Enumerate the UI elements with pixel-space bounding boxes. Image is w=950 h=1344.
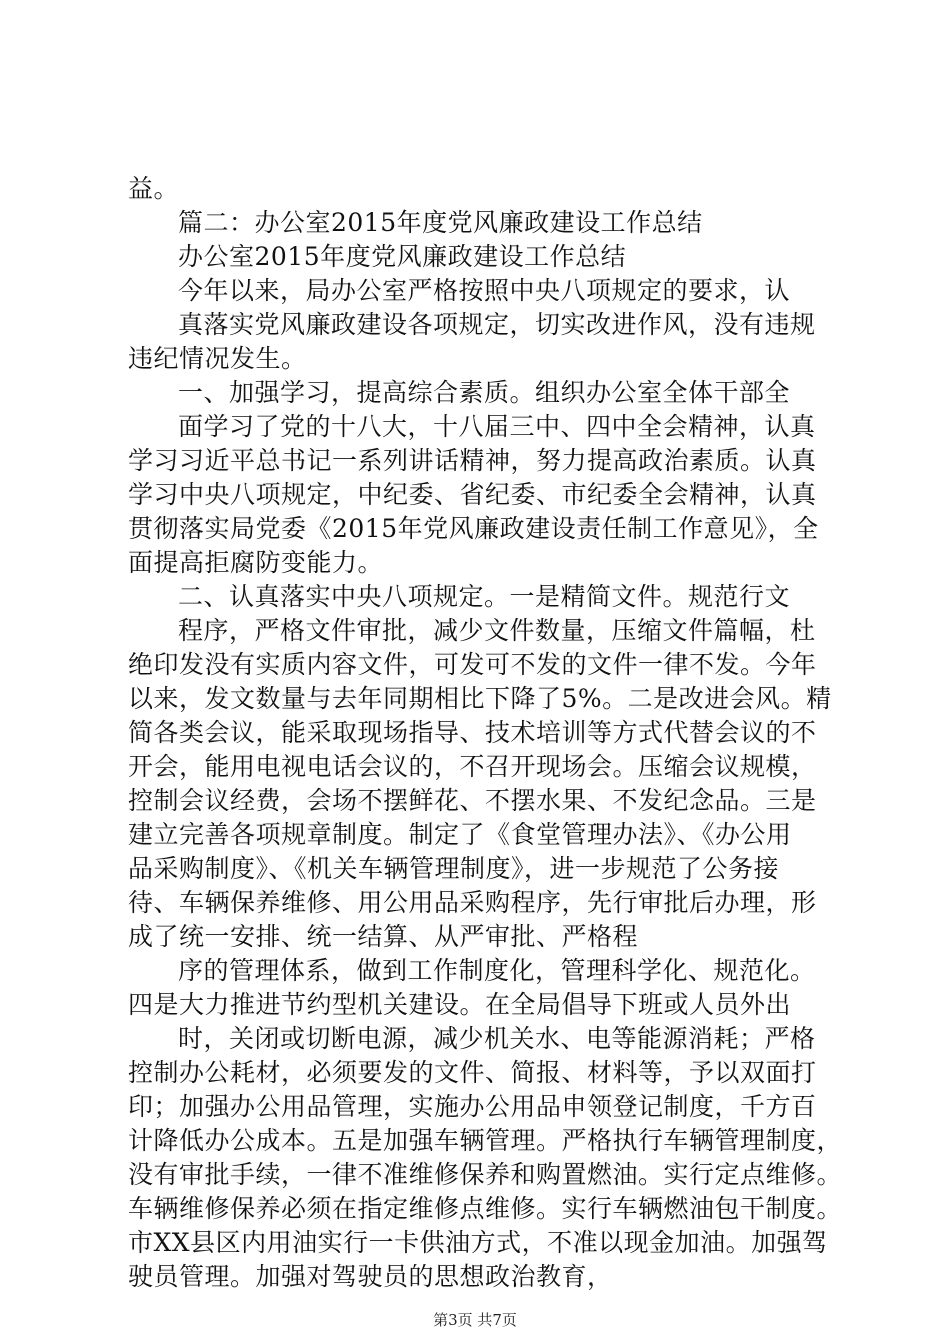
- text-line: 序的管理体系，做到工作制度化，管理科学化、规范化。: [178, 956, 816, 985]
- text-line: 车辆维修保养必须在指定维修点维修。实行车辆燃油包干制度。: [128, 1194, 843, 1223]
- text-line: 面提高拒腐防变能力。: [128, 548, 384, 577]
- text-line: 学习中央八项规定，中纪委、省纪委、市纪委全会精神，认真: [128, 480, 817, 509]
- section-title: 篇二：办公室2015年度党风廉政建设工作总结: [178, 208, 703, 237]
- page-number: 第3页 共7页: [433, 1311, 517, 1329]
- text-line: 印；加强办公用品管理，实施办公用品申领登记制度，千方百: [128, 1092, 817, 1121]
- text-line: 成了统一安排、统一结算、从严审批、严格程: [128, 922, 639, 951]
- text-line: 学习习近平总书记一系列讲话精神，努力提高政治素质。认真: [128, 446, 817, 475]
- text-line: 品采购制度》、《机关车辆管理制度》，进一步规范了公务接: [128, 854, 780, 883]
- article-title: 办公室2015年度党风廉政建设工作总结: [178, 242, 627, 271]
- text-line: 待、车辆保养维修、用公用品采购程序，先行审批后办理，形: [128, 888, 817, 917]
- text-line: 四是大力推进节约型机关建设。在全局倡导下班或人员外出: [128, 990, 792, 1019]
- text-line: 面学习了党的十八大，十八届三中、四中全会精神，认真: [178, 412, 816, 441]
- text-line: 市XX县区内用油实行一卡供油方式，不准以现金加油。加强驾: [128, 1228, 828, 1257]
- text-line: 贯彻落实局党委《2015年党风廉政建设责任制工作意见》，全: [128, 514, 819, 543]
- text-line: 控制办公耗材，必须要发的文件、简报、材料等，予以双面打: [128, 1058, 817, 1087]
- text-line: 开会，能用电视电话会议的，不召开现场会。压缩会议规模，: [128, 752, 817, 781]
- text-line: 没有审批手续，一律不准维修保养和购置燃油。实行定点维修。: [128, 1160, 843, 1189]
- text-line: 真落实党风廉政建设各项规定，切实改进作风，没有违规: [178, 310, 816, 339]
- text-line: 建立完善各项规章制度。制定了《食堂管理办法》、《办公用: [128, 820, 792, 849]
- text-line: 违纪情况发生。: [128, 344, 307, 373]
- heading-line: 二、认真落实中央八项规定。一是精简文件。规范行文: [178, 582, 791, 611]
- text-line: 以来，发文数量与去年同期相比下降了5%。二是改进会风。精: [128, 684, 832, 713]
- heading-line: 一、加强学习，提高综合素质。组织办公室全体干部全: [178, 378, 791, 407]
- text-line: 程序，严格文件审批，减少文件数量，压缩文件篇幅，杜: [178, 616, 816, 645]
- text-line: 控制会议经费，会场不摆鲜花、不摆水果、不发纪念品。三是: [128, 786, 817, 815]
- text-line: 时，关闭或切断电源，减少机关水、电等能源消耗；严格: [178, 1024, 816, 1053]
- text-line: 驶员管理。加强对驾驶员的思想政治教育，: [128, 1262, 613, 1291]
- text-line: 计降低办公成本。五是加强车辆管理。严格执行车辆管理制度，: [128, 1126, 843, 1155]
- text-line: 简各类会议，能采取现场指导、技术培训等方式代替会议的不: [128, 718, 817, 747]
- text-line: 益。: [128, 174, 180, 203]
- text-line: 绝印发没有实质内容文件，可发可不发的文件一律不发。今年: [128, 650, 817, 679]
- text-line: 今年以来，局办公室严格按照中央八项规定的要求，认: [178, 276, 791, 305]
